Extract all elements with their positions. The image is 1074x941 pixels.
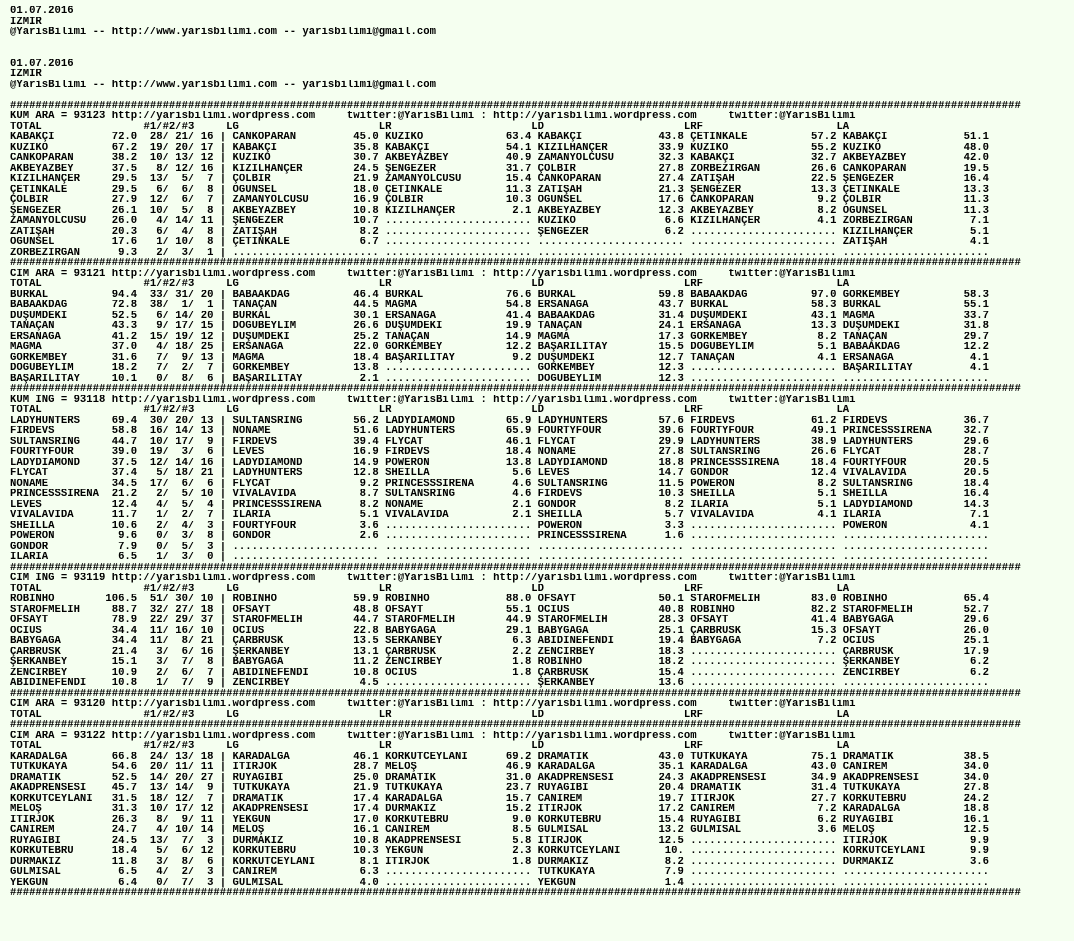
table-row: ŞENGEZER 26.1 10/ 5/ 8 | AKBEYAZBEY 10.8 KIZILHANÇER 2.1 AKBEYAZBEY 12.3 AKBEYAZBEY 8.2 OĞUNSEL 11.3: [10, 205, 990, 216]
table-row: LADYDIAMOND 37.5 12/ 14/ 16 | LADYDIAMOND 14.9 POWERON 13.8 LADYDIAMOND 18.8 PRINCESSSIRENA 18.4 FOURTYFOUR 20.5: [10, 457, 990, 468]
separator-line: ###############################################################################################################################################################: [10, 688, 1021, 699]
table-row: KABAKÇI 72.0 28/ 21/ 16 | CANKOPARAN 45.0 KUZİKO 63.4 KABAKÇI 43.8 ÇETİNKALE 57.2 KABAKÇI 51.1: [10, 132, 990, 143]
table-row: ŞERKANBEY 15.1 3/ 7/ 8 | BABYGAGA 11.2 ZENCİRBEY 1.8 ROBINHO 18.2 ....................... ŞERKANBEY 6.2: [10, 657, 990, 668]
table-row: FOURTYFOUR 39.0 19/ 3/ 6 | LEVES 16.9 FİRDEVS 18.4 NONAME 27.8 SULTANSRING 26.6 FLYCAT 28.7: [10, 447, 990, 458]
table-row: LEVES 12.4 4/ 5/ 4 | PRINCESSSIRENA 8.2 NONAME 2.1 GONDOR 8.2 ILARIA 5.1 LADYDIAMOND 14.3: [10, 499, 990, 510]
header-line: @YarisBilimi -- http://www.yarisbilimi.com -- yarisbilimi@gmail.com: [10, 79, 436, 90]
header-line: IZMIR: [10, 16, 42, 27]
table-row: KIZILHANÇER 29.5 13/ 5/ 7 | ÇOLBİR 21.9 ZAMANYOLCUSU 15.4 CANKOPARAN 27.4 ZATİŞAH 22.5 ŞENGEZER 16.4: [10, 174, 990, 185]
table-row: ZATİŞAH 20.3 6/ 4/ 8 | ZATİŞAH 8.2 ....................... ŞENGEZER 6.2 ....................... KIZILHANÇER 5.1: [10, 226, 990, 237]
table-row: GÜLMİSAL 6.5 4/ 2/ 3 | CANİREM 6.3 ....................... TUTKUKAYA 7.9 ....................... .......................: [10, 867, 990, 878]
table-row: PRINCESSSIRENA 21.2 2/ 5/ 10 | VIVALAVIDA 8.7 SULTANSRING 4.6 FİRDEVS 10.3 SHEILLA 5.1 SHEILLA 16.4: [10, 489, 990, 500]
table-row: KUZİKO 67.2 19/ 20/ 17 | KABAKÇI 35.8 KABAKÇI 54.1 KIZILHANÇER 33.9 KUZİKO 55.2 KUZİKO 48.0: [10, 142, 990, 153]
table-row: VIVALAVIDA 11.7 1/ 2/ 7 | ILARIA 5.1 VIVALAVIDA 2.1 SHEILLA 5.7 VIVALAVIDA 4.1 ILARIA 7.1: [10, 510, 990, 521]
table-row: STAROFMELİH 88.7 32/ 27/ 18 | OFSAYT 48.8 OFSAYT 55.1 OCIUS 40.8 ROBINHO 82.2 STAROFMELİH 52.7: [10, 604, 990, 615]
header-line: 01.07.2016: [10, 58, 74, 69]
table-row: ZORBEZİRGAN 9.3 2/ 3/ 1 | ....................... ....................... ....................... ....................... .......................: [10, 247, 990, 258]
blank-line: [10, 38, 1074, 49]
table-row: KORKUTEBRU 18.4 5/ 6/ 12 | KORKUTEBRU 10.3 YEKGÜN 2.3 KORKUTCEYLANI 10. ....................... KORKUTCEYLANI 9.9: [10, 846, 990, 857]
column-header: TOTAL #1/#2/#3 LG LR LD LRF LA: [10, 583, 850, 594]
separator-line: ###############################################################################################################################################################: [10, 720, 1021, 731]
table-row: ÇETİNKALE 29.5 6/ 6/ 8 | OĞUNSEL 18.0 ÇETİNKALE 11.3 ZATİŞAH 21.3 ŞENGEZER 13.3 ÇETİNKALE 13.3: [10, 184, 990, 195]
table-row: CANKOPARAN 38.2 10/ 13/ 12 | KUZİKO 30.7 AKBEYAZBEY 40.9 ZAMANYOLCUSU 32.3 KABAKÇI 32.7 AKBEYAZBEY 42.0: [10, 153, 990, 164]
table-row: ROBINHO 106.5 51/ 30/ 10 | ROBINHO 59.9 ROBINHO 88.0 OFSAYT 50.1 STAROFMELİH 83.0 ROBINHO 65.4: [10, 594, 990, 605]
table-row: TUTKUKAYA 54.6 20/ 11/ 11 | İTİRJOK 28.7 MELOŞ 46.9 KARADALGA 35.1 KARADALGA 43.0 CANİREM 34.0: [10, 762, 990, 773]
table-row: DURMAKIZ 11.8 3/ 8/ 6 | KORKUTCEYLANI 8.1 İTİRJOK 1.8 DURMAKIZ 8.2 ....................... DURMAKIZ 3.6: [10, 856, 990, 867]
race-header: CIM ARA = 93121 http://yarisbilimi.wordpress.com twitter:@YarisBilimi : http://yarisbilimi.wordpress.com twitter:@YarisBilimi: [10, 268, 856, 279]
race-header: CIM ARA = 93120 http://yarisbilimi.wordpress.com twitter:@YarisBilimi : http://yarisbilimi.wordpress.com twitter:@YarisBilimi: [10, 699, 856, 710]
table-row: ZAMANYOLCUSU 26.0 4/ 14/ 11 | ŞENGEZER 10.7 ....................... KUZİKO 6.6 KIZILHANÇER 4.1 ZORBEZİRGAN 7.1: [10, 216, 990, 227]
table-row: ÇARBRUSK 21.4 3/ 6/ 16 | ŞERKANBEY 13.1 ÇARBRUSK 2.2 ZENCİRBEY 18.3 ....................... ÇARBRUSK 17.9: [10, 646, 990, 657]
table-row: BURKAL 94.4 33/ 31/ 20 | BABAAKDAĞ 46.4 BURKAL 76.6 BURKAL 59.8 BABAAKDAĞ 97.0 GÖRKEMBEY 58.3: [10, 289, 990, 300]
separator-line: ###############################################################################################################################################################: [10, 258, 1021, 269]
table-row: BAŞARILITAY 10.1 0/ 8/ 6 | BAŞARILITAY 2.1 ....................... DOĞUBEYLİM 12.3 ....................... .......................: [10, 373, 990, 384]
header-line: @YarisBilimi -- http://www.yarisbilimi.com -- yarisbilimi@gmail.com: [10, 27, 436, 38]
table-row: POWERON 9.6 0/ 3/ 8 | GONDOR 2.6 ....................... PRINCESSSIRENA 1.6 ....................... .......................: [10, 531, 990, 542]
table-row: TANAÇAN 43.3 9/ 17/ 15 | DOĞUBEYLİM 26.6 DÜŞÜMDEKİ 19.9 TANAÇAN 24.1 ERSANAĞA 13.3 DÜŞÜMDEKİ 31.8: [10, 321, 990, 332]
table-row: KARADALGA 66.8 24/ 13/ 18 | KARADALGA 46.1 KORKUTCEYLANI 69.2 DRAMATİK 43.0 TUTKUKAYA 75.1 DRAMATİK 38.5: [10, 751, 990, 762]
column-header: TOTAL #1/#2/#3 LG LR LD LRF LA: [10, 405, 850, 416]
table-row: OFSAYT 78.9 22/ 29/ 37 | STAROFMELİH 44.7 STAROFMELİH 44.9 STAROFMELİH 28.3 OFSAYT 41.4 BABYGAGA 29.6: [10, 615, 990, 626]
table-row: NONAME 34.5 17/ 6/ 6 | FLYCAT 9.2 PRINCESSSIRENA 4.6 SULTANSRING 11.5 POWERON 8.2 SULTANSRING 18.4: [10, 478, 990, 489]
table-row: OĞUNSEL 17.6 1/ 10/ 8 | ÇETİNKALE 6.7 ....................... ....................... ....................... ZATİŞAH 4.1: [10, 237, 990, 248]
table-row: DOĞUBEYLİM 18.2 7/ 2/ 7 | GÖRKEMBEY 13.8 ....................... GÖRKEMBEY 12.3 ....................... BAŞARILITAY 4.1: [10, 363, 990, 374]
table-row: ILARIA 6.5 1/ 3/ 0 | ....................... ....................... ....................... ....................... .......................: [10, 552, 990, 563]
separator-line: ###############################################################################################################################################################: [10, 562, 1021, 573]
table-row: SULTANSRING 44.7 10/ 17/ 9 | FİRDEVS 39.4 FLYCAT 46.1 FLYCAT 29.9 LADYHUNTERS 38.9 LADYHUNTERS 29.6: [10, 436, 990, 447]
race-header: KUM ARA = 93123 http://yarisbilimi.wordpress.com twitter:@YarisBilimi : http://yarisbilimi.wordpress.com twitter:@YarisBilimi: [10, 111, 856, 122]
table-row: DRAMATİK 52.5 14/ 20/ 27 | RÜYAGİBİ 25.0 DRAMATİK 31.0 AKADPRENSESİ 24.3 AKADPRENSESİ 34.9 AKADPRENSESİ 34.0: [10, 772, 990, 783]
table-row: LADYHUNTERS 69.4 30/ 20/ 13 | SULTANSRING 56.2 LADYDIAMOND 65.9 LADYHUNTERS 57.6 FİRDEVS 61.2 FİRDEVS 36.7: [10, 415, 990, 426]
table-row: ABİDİNEFENDİ 10.8 1/ 7/ 9 | ZENCİRBEY 4.5 ....................... ŞERKANBEY 13.6 ....................... .......................: [10, 678, 990, 689]
table-row: GÖRKEMBEY 31.6 7/ 9/ 13 | MAGMA 18.4 BAŞARILITAY 9.2 DÜŞÜMDEKİ 12.7 TANAÇAN 4.1 ERSANAĞA 4.1: [10, 352, 990, 363]
column-header: TOTAL #1/#2/#3 LG LR LD LRF LA: [10, 279, 850, 290]
table-row: GONDOR 7.9 0/ 5/ 3 | ....................... ....................... ....................... ....................... .......................: [10, 541, 990, 552]
header-line: IZMIR: [10, 69, 42, 80]
column-header: TOTAL #1/#2/#3 LG LR LD LRF LA: [10, 121, 850, 132]
column-header: TOTAL #1/#2/#3 LG LR LD LRF LA: [10, 709, 850, 720]
separator-line: ###############################################################################################################################################################: [10, 384, 1021, 395]
race-header: CIM ING = 93119 http://yarisbilimi.wordpress.com twitter:@YarisBilimi : http://yarisbilimi.wordpress.com twitter:@YarisBilimi: [10, 573, 856, 584]
table-row: ERSANAĞA 41.2 15/ 19/ 12 | DÜŞÜMDEKİ 25.2 TANAÇAN 14.9 MAGMA 17.3 GÖRKEMBEY 8.2 TANAÇAN 29.7: [10, 331, 990, 342]
table-row: MAGMA 37.0 4/ 18/ 25 | ERSANAĞA 22.0 GÖRKEMBEY 12.2 BAŞARILITAY 15.5 DOĞUBEYLİM 5.1 BABAAKDAĞ 12.2: [10, 342, 990, 353]
table-row: DÜŞÜMDEKİ 52.5 6/ 14/ 20 | BURKAL 30.1 ERSANAĞA 41.4 BABAAKDAĞ 31.4 DÜŞÜMDEKİ 43.1 MAGMA 33.7: [10, 310, 990, 321]
table-row: MELOŞ 31.3 10/ 17/ 12 | AKADPRENSESİ 17.4 DURMAKIZ 15.2 İTİRJOK 17.2 CANİREM 7.2 KARADALGA 18.8: [10, 804, 990, 815]
table-row: İTİRJOK 26.3 8/ 9/ 11 | YEKGÜN 17.0 KORKUTEBRU 9.0 KORKUTEBRU 15.4 RÜYAGİBİ 6.2 RÜYAGİBİ 16.1: [10, 814, 990, 825]
column-header: TOTAL #1/#2/#3 LG LR LD LRF LA: [10, 741, 850, 752]
separator-line: ###############################################################################################################################################################: [10, 100, 1021, 111]
table-row: ÇOLBİR 27.9 12/ 6/ 7 | ZAMANYOLCUSU 16.9 ÇOLBİR 10.3 OĞUNSEL 17.6 CANKOPARAN 9.2 ÇOLBİR 11.3: [10, 195, 990, 206]
table-row: BABYGAGA 34.4 11/ 8/ 21 | ÇARBRUSK 13.5 SERKANBEY 6.3 ABİDİNEFENDİ 19.4 BABYGAGA 7.2 OCIUS 25.1: [10, 636, 990, 647]
table-row: SHEILLA 10.6 2/ 4/ 3 | FOURTYFOUR 3.6 ....................... POWERON 3.3 ....................... POWERON 4.1: [10, 520, 990, 531]
blank-line: [10, 48, 1074, 59]
table-row: FLYCAT 37.4 5/ 18/ 21 | LADYHUNTERS 12.8 SHEILLA 5.6 LEVES 14.7 GONDOR 12.4 VIVALAVIDA 20.5: [10, 468, 990, 479]
table-row: BABAAKDAĞ 72.8 38/ 1/ 1 | TANAÇAN 44.5 MAGMA 54.8 ERSANAĞA 43.7 BURKAL 58.3 BURKAL 55.1: [10, 300, 990, 311]
table-row: ZENCİRBEY 10.9 2/ 6/ 7 | ABİDİNEFENDİ 10.8 OCIUS 1.8 ÇARBRUSK 15.4 ....................... ZENCİRBEY 6.2: [10, 667, 990, 678]
table-row: OCIUS 34.4 11/ 16/ 10 | OCIUS 22.8 BABYGAGA 29.1 BABYGAGA 25.1 ÇARBRUSK 15.3 OFSAYT 26.0: [10, 625, 990, 636]
table-row: KORKUTCEYLANI 31.5 18/ 12/ 7 | DRAMATİK 17.4 KARADALGA 15.7 CANİREM 19.7 İTİRJOK 27.7 KORKUTEBRU 24.2: [10, 793, 990, 804]
race-header: CIM ARA = 93122 http://yarisbilimi.wordpress.com twitter:@YarisBilimi : http://yarisbilimi.wordpress.com twitter:@YarisBilimi: [10, 730, 856, 741]
table-row: YEKGÜN 6.4 0/ 7/ 3 | GÜLMİSAL 4.0 ....................... YEKGÜN 1.4 ....................... .......................: [10, 877, 990, 888]
header-line: 01.07.2016: [10, 6, 74, 17]
race-header: KUM ING = 93118 http://yarisbilimi.wordpress.com twitter:@YarisBilimi : http://yarisbilimi.wordpress.com twitter:@YarisBilimi: [10, 394, 856, 405]
blank-line: [10, 90, 1074, 101]
separator-line: ###############################################################################################################################################################: [10, 888, 1021, 899]
table-row: AKBEYAZBEY 37.5 8/ 12/ 16 | KIZILHANÇER 24.5 ŞENGEZER 31.7 ÇOLBİR 27.8 ZORBEZİRGAN 26.6 CANKOPARAN 19.5: [10, 163, 990, 174]
table-row: FİRDEVS 58.8 16/ 14/ 13 | NONAME 51.6 LADYHUNTERS 65.9 FOURTYFOUR 39.6 FOURTYFOUR 49.1 PRINCESSSIRENA 32.7: [10, 426, 990, 437]
table-row: AKADPRENSESİ 45.7 13/ 14/ 9 | TUTKUKAYA 21.9 TUTKUKAYA 23.7 RÜYAGİBİ 20.4 DRAMATİK 31.4 TUTKUKAYA 27.8: [10, 783, 990, 794]
table-row: RÜYAGİBİ 24.5 13/ 7/ 3 | DURMAKIZ 10.8 AKADPRENSESİ 5.8 İTİRJOK 12.5 ....................... İTİRJOK 9.9: [10, 835, 990, 846]
table-row: CANİREM 24.7 4/ 10/ 14 | MELOŞ 16.1 CANİREM 8.5 GÜLMİSAL 13.2 GÜLMİSAL 3.6 MELOŞ 12.5: [10, 825, 990, 836]
